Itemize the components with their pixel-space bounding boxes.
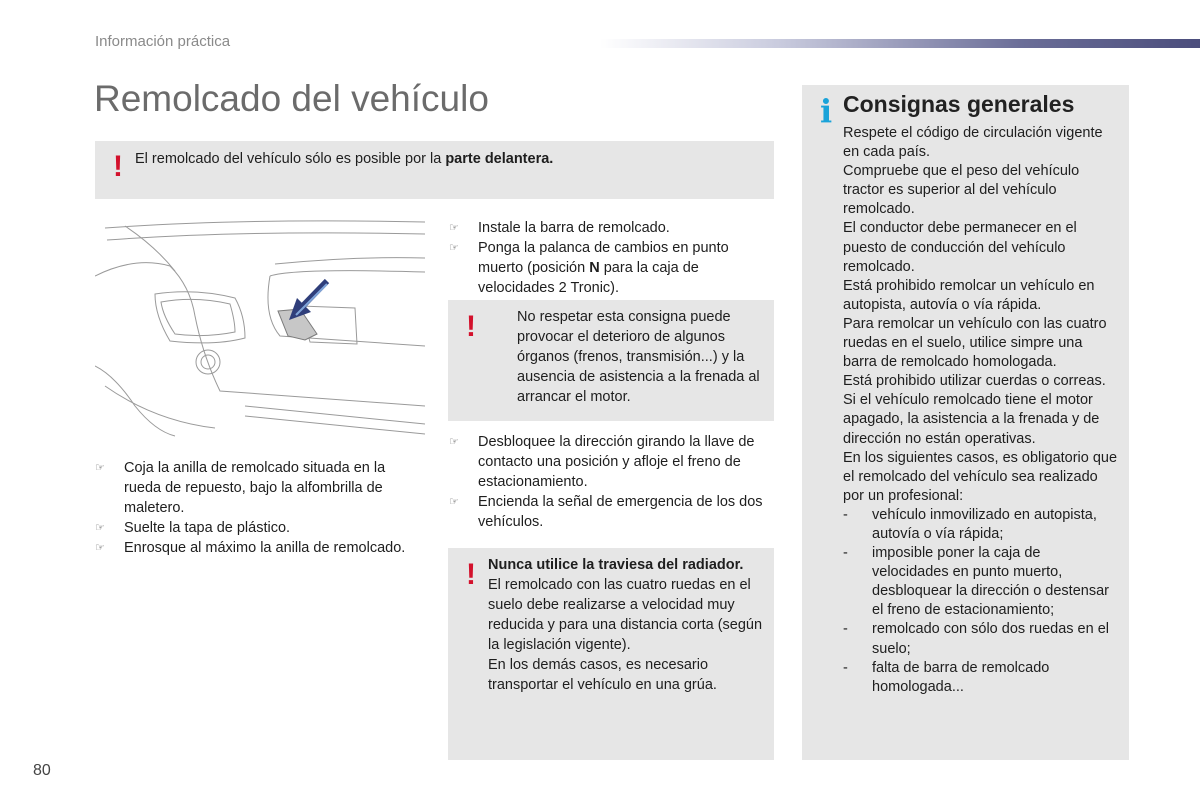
list-item <box>95 458 415 518</box>
middle-steps-list-2 <box>449 432 774 532</box>
gear-position-label: N <box>589 260 600 276</box>
step-text: Desbloquee la dirección girando la llave de contacto una posición y afloje el freno de estacionamiento. <box>478 434 755 490</box>
step-text-end: para la caja de velocidades 2 Tronic). <box>478 260 699 296</box>
info-paragraph: Respete el código de circulación vigente en cada país. <box>843 125 1103 161</box>
list-item: - imposible poner la caja de velocidades en punto muerto, desbloquear la dirección o destensar el freno de estacionamiento; <box>843 545 1109 619</box>
warning-icon: ! <box>466 310 476 343</box>
info-paragraph: Si el vehículo remolcado tiene el motor apagado, la asistencia a la frenada y de dirección no están operativas. <box>843 392 1100 447</box>
professional-cases-list <box>843 506 1118 697</box>
middle-steps-list-1 <box>449 218 774 298</box>
step-text: Encienda la señal de emergencia de los dos vehículos. <box>478 494 763 530</box>
step-text: Instale la barra de remolcado. <box>478 220 670 236</box>
case-text: vehículo inmovilizado en autopista, autovía o vía rápida; <box>872 506 1097 542</box>
list-item <box>449 238 774 298</box>
warning-text <box>135 149 755 169</box>
info-paragraph: En los siguientes casos, es obligatorio que el remolcado del vehículo sea realizado por un profesional: <box>843 449 1118 504</box>
pointing-hand-icon: ☞ <box>95 542 105 554</box>
list-item <box>449 432 774 492</box>
warning-text-regular: El remolcado del vehículo sólo es posible por la <box>135 151 446 167</box>
list-item <box>95 518 415 538</box>
page-number: 80 <box>33 762 51 779</box>
info-icon: i <box>820 92 833 130</box>
radiator-warning-title: Nunca utilice la traviesa del radiador. <box>488 557 744 573</box>
pointing-hand-icon: ☞ <box>449 496 459 508</box>
step-text: Suelte la tapa de plástico. <box>124 520 291 536</box>
case-text: falta de barra de remolcado homologada... <box>872 659 1050 695</box>
radiator-warning-box <box>448 548 774 760</box>
step-text: Coja la anilla de remolcado situada en la rueda de repuesto, bajo la alfombrilla de maletero. <box>124 460 386 516</box>
radiator-warning-line2: En los demás casos, es necesario transportar el vehículo en una grúa. <box>488 657 717 693</box>
front-towing-warning <box>95 141 774 199</box>
warning-icon: ! <box>113 150 123 183</box>
info-paragraph: Para remolcar un vehículo con las cuatro ruedas en el suelo, utilice simpre una barra de remolcado homologada. <box>843 315 1107 371</box>
left-steps-list <box>95 458 415 558</box>
damage-warning-box <box>448 300 774 421</box>
list-item <box>449 492 774 532</box>
header-gradient-bar <box>600 39 1200 48</box>
list-item <box>95 538 415 558</box>
radiator-warning-text <box>488 555 766 695</box>
section-header: Información práctica <box>95 33 231 50</box>
list-item <box>449 218 774 238</box>
pointing-hand-icon: ☞ <box>95 522 105 534</box>
list-item: - vehículo inmovilizado en autopista, autovía o vía rápida; <box>843 506 1097 542</box>
page-title: Remolcado del vehículo <box>94 78 489 119</box>
radiator-warning-line1: El remolcado con las cuatro ruedas en el suelo debe realizarse a velocidad muy reducida y para una distancia corta (según la legislación vigente). <box>488 577 763 653</box>
pointing-hand-icon: ☞ <box>449 436 459 448</box>
step-text: Ponga la palanca de cambios en punto muerto (posición <box>478 240 729 276</box>
warning-icon: ! <box>466 558 476 591</box>
pointing-hand-icon: ☞ <box>95 462 105 474</box>
damage-warning-text: No respetar esta consigna puede provocar el deterioro de algunos órganos (frenos, transmisión...) y la ausencia de asistencia a la frenada al arrancar el motor. <box>517 309 760 405</box>
step-text: Enrosque al máximo la anilla de remolcado. <box>124 540 406 556</box>
info-paragraph: El conductor debe permanecer en el puesto de conducción del vehículo remolcado. <box>843 220 1077 275</box>
bumper-towing-eye-illustration <box>95 216 430 441</box>
list-item: - remolcado con sólo dos ruedas en el suelo; <box>843 621 1109 657</box>
info-paragraph: Está prohibido remolcar un vehículo en autopista, autovía o vía rápida. <box>843 277 1095 313</box>
info-panel-body <box>843 124 1118 697</box>
list-item: - falta de barra de remolcado homologada... <box>843 659 1050 695</box>
warning-text-bold: parte delantera. <box>445 151 554 167</box>
case-text: imposible poner la caja de velocidades en punto muerto, desbloquear la dirección o destensar el freno de estacionamiento; <box>872 545 1109 619</box>
pointing-hand-icon: ☞ <box>449 222 459 234</box>
pointing-hand-icon: ☞ <box>449 242 459 254</box>
case-text: remolcado con sólo dos ruedas en el suelo; <box>872 621 1109 657</box>
info-paragraph: Compruebe que el peso del vehículo tractor es superior al del vehículo remolcado. <box>843 163 1080 218</box>
info-panel-title: Consignas generales <box>843 91 1075 117</box>
info-paragraph: Está prohibido utilizar cuerdas o correas. <box>843 373 1106 390</box>
